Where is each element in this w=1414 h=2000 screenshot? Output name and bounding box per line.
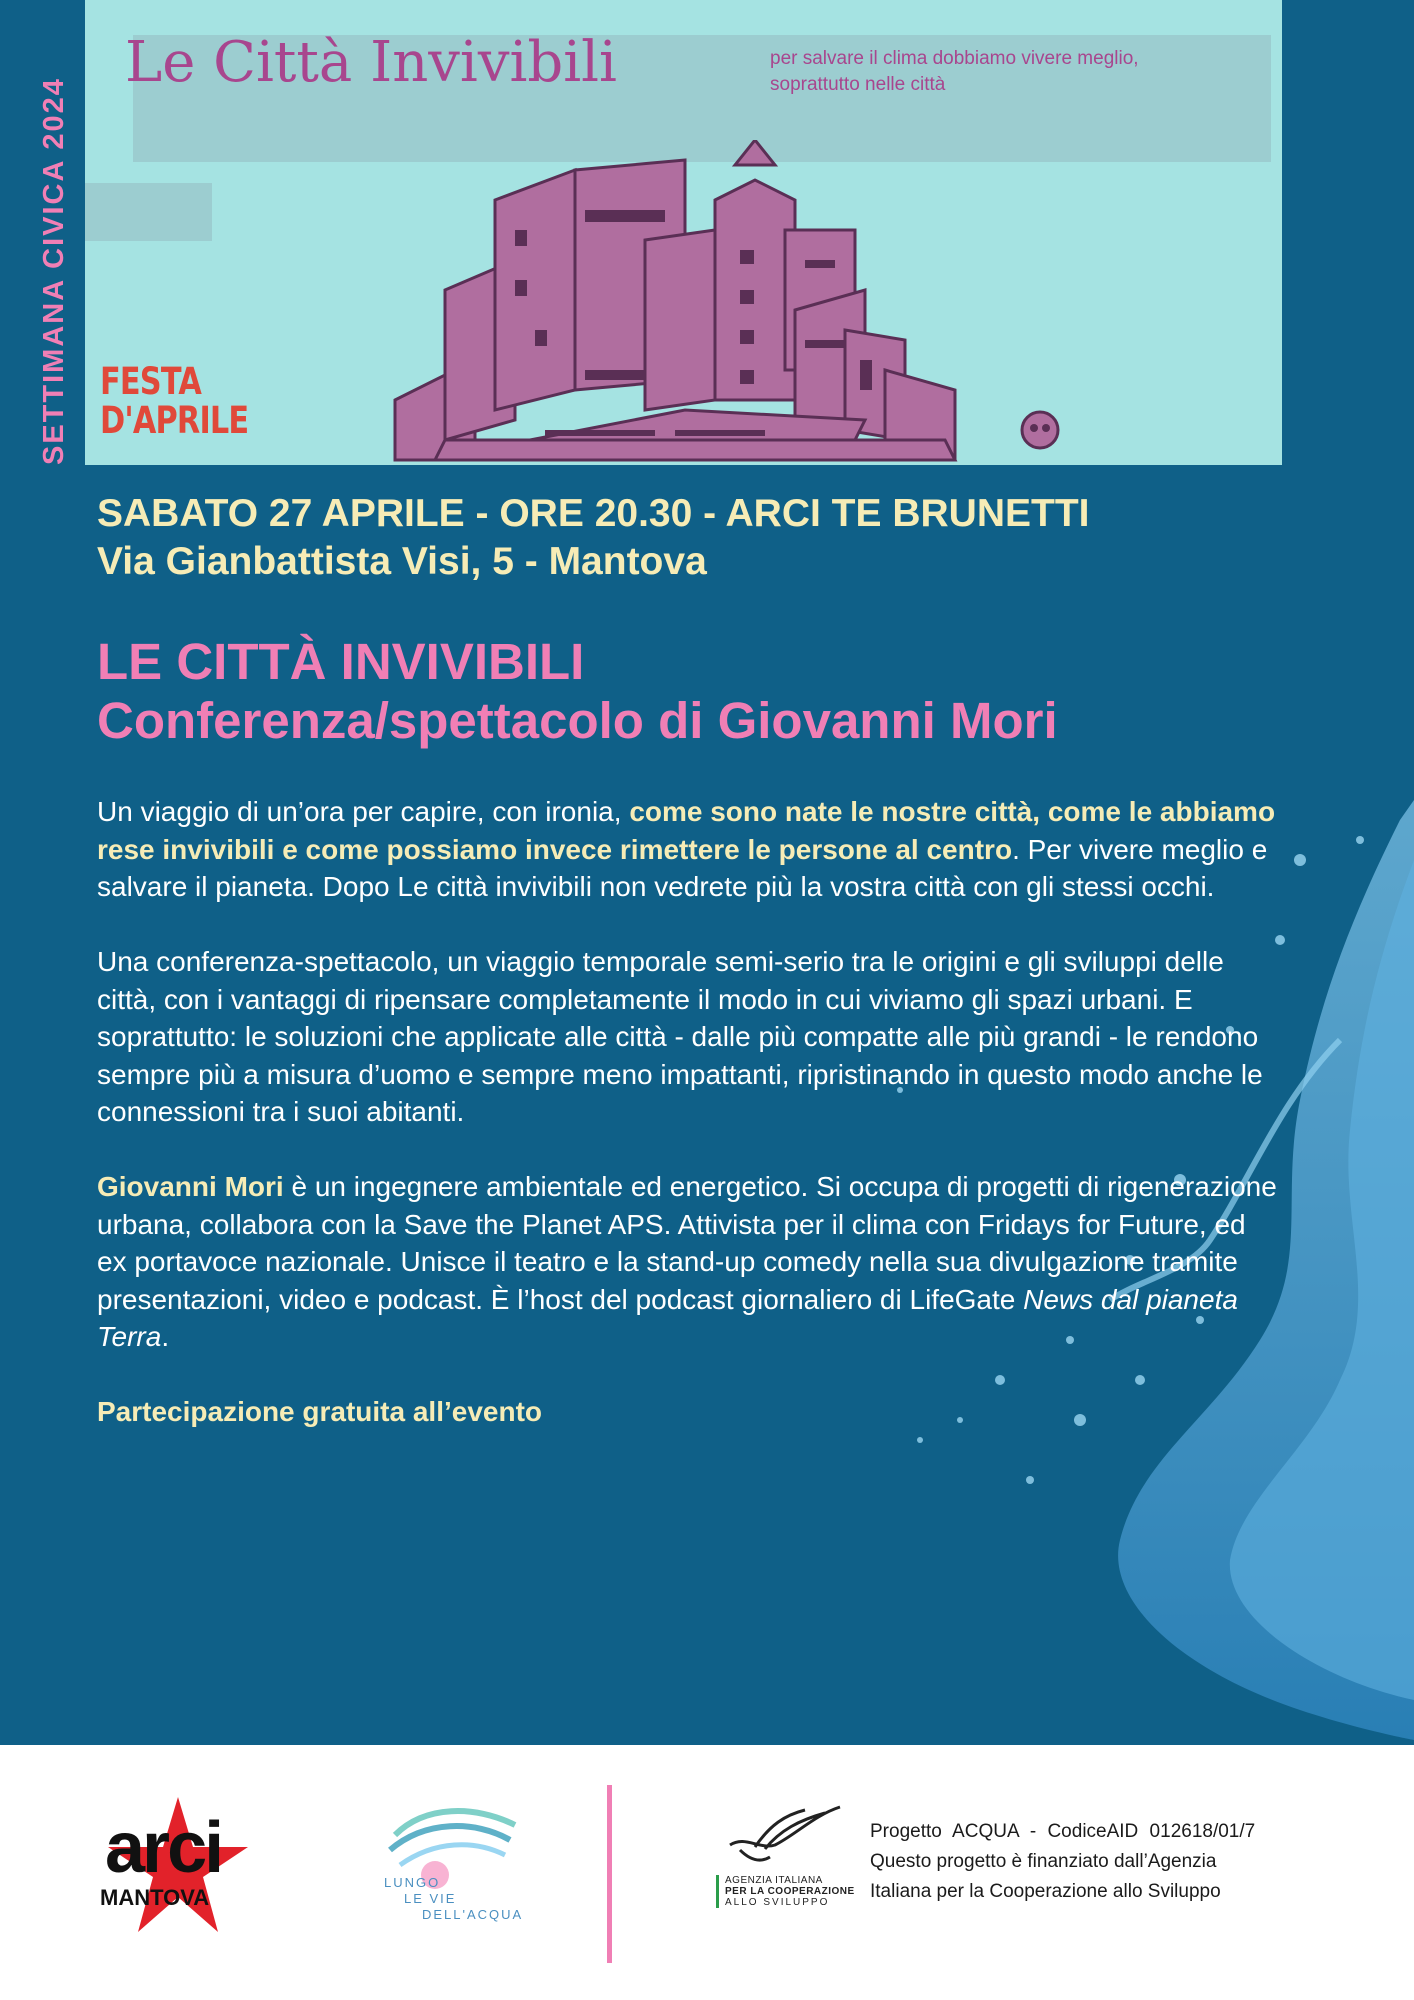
aics-line2: PER LA COOPERAZIONE: [725, 1886, 855, 1897]
free-entry-note: Partecipazione gratuita all’evento: [97, 1396, 543, 1427]
intro-text: Un viaggio di un’ora per capire, con ironia,: [97, 796, 630, 827]
event-info: [97, 490, 1089, 586]
event-title-line2: Conferenza/spettacolo di Giovanni Mori: [97, 692, 1058, 749]
banner-title: Le Città Invivibili: [125, 30, 617, 95]
banner-subtitle-line2: soprattutto nelle città: [770, 74, 946, 95]
arci-city: MANTOVA: [100, 1885, 210, 1910]
festa-line2: D'APRILE: [100, 399, 249, 442]
festa-aprile-logo: [100, 362, 248, 440]
lungo-line1: LUNGO: [384, 1875, 441, 1890]
footer: [0, 1745, 1414, 2000]
banner-subtitle: [770, 46, 1230, 98]
project-funding-line1: Questo progetto è finanziato dall’Agenzia: [870, 1851, 1217, 1872]
lungo-line2: LE VIE: [404, 1891, 457, 1906]
banner-subtitle-line1: per salvare il clima dobbiamo vivere meglio,: [770, 48, 1139, 69]
speaker-name: Giovanni Mori: [97, 1171, 284, 1202]
lungo-text: [384, 1875, 523, 1923]
skull-icon: [1022, 412, 1058, 448]
event-title: [97, 632, 1058, 750]
paragraph-description: Una conferenza-spettacolo, un viaggio temporale semi-serio tra le origini e gli sviluppi delle città, con i vantaggi di ripensare completamente il modo in cui viviamo gli spazi urbani. E soprattutto: le soluzioni che applicate alle città - dalle più compatte alle più grandi - le rendono sempre più a misura d’uomo e sempre meno impattanti, ripristinando in questo modo anche le connessioni tra i suoi abitanti.: [97, 946, 1263, 1127]
city-buildings-illustration: [385, 140, 1105, 465]
aics-text: [716, 1875, 855, 1908]
event-address: Via Gianbattista Visi, 5 - Mantova: [97, 540, 707, 583]
festa-line1: FESTA: [100, 360, 202, 403]
lungo-line3: DELL'ACQUA: [422, 1907, 524, 1922]
project-funding-line2: Italiana per la Cooperazione allo Sviluppo: [870, 1881, 1221, 1902]
podcast-title: News dal pianeta Terra: [97, 1283, 1238, 1352]
header-banner: [85, 0, 1282, 465]
paragraph-intro: [97, 793, 1277, 906]
intro-text-end: . Per vivere meglio e salvare il pianeta. Dopo Le città invivibili non vedrete più la vostra città con gli stessi occhi.: [97, 833, 1268, 902]
aics-line3: ALLO SVILUPPO: [725, 1897, 830, 1908]
footer-divider: [607, 1785, 612, 1963]
aics-line1: AGENZIA ITALIANA: [725, 1875, 823, 1886]
bio-text: è un ingegnere ambientale ed energetico. Si occupa di progetti di rigenerazione urbana, collabora con la Save the Planet APS. Attivista per il clima con Fridays for Future, ed ex portavoce nazionale. Unisce il teatro e la stand-up comedy nella sua divulgazione tramite presentazioni, video e podcast. È l’host del podcast giornaliero di LifeGate: [97, 1171, 1277, 1315]
aics-dove-icon: [725, 1805, 845, 1875]
event-date-time: SABATO 27 APRILE - ORE 20.30 - ARCI TE BRUNETTI: [97, 492, 1090, 535]
paragraph-bio: [97, 1168, 1277, 1356]
arci-wordmark: arci: [105, 1808, 222, 1888]
bio-end: .: [161, 1321, 170, 1352]
project-code: Progetto ACQUA - CodiceAID 012618/01/7: [870, 1821, 1256, 1842]
small-band: [85, 183, 212, 241]
side-label: SETTIMANA CIVICA 2024: [38, 77, 70, 465]
project-info: [870, 1817, 1255, 1907]
event-title-line1: LE CITTÀ INVIVIBILI: [97, 633, 585, 690]
intro-highlight: come sono nate le nostre città, come le abbiamo rese invivibili e come possiamo invece rimettere le persone al centro: [97, 796, 1276, 865]
body-text: [97, 793, 1277, 1468]
